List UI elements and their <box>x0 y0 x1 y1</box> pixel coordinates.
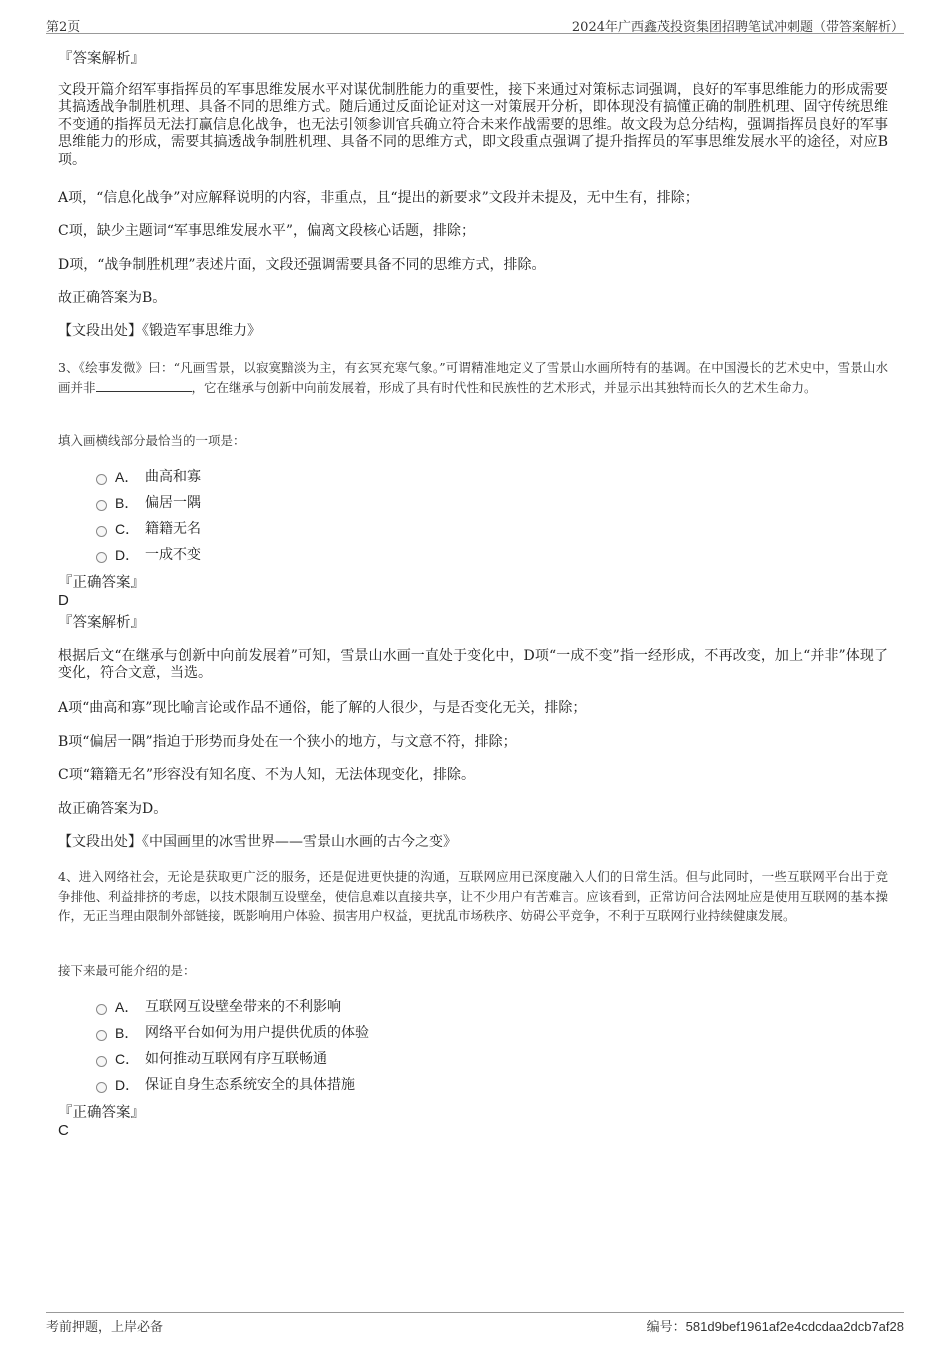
option-letter: B． <box>115 495 139 511</box>
footer-code <box>647 1316 904 1335</box>
option-letter: C． <box>115 521 140 537</box>
option-letter: A． <box>115 469 139 485</box>
q3-correct-answer: D <box>58 592 69 609</box>
q2-option-a-analysis: A项，“信息化战争”对应解释说明的内容，非重点，且“提出的新要求”文段并未提及，无中生有，排除； <box>58 190 699 206</box>
page-header <box>46 14 904 34</box>
radio-button[interactable] <box>96 552 107 563</box>
q3-conclusion: 故正确答案为D。 <box>58 801 168 817</box>
q4-question-text: 4、进入网络社会，无论是获取更广泛的服务，还是促进更快捷的沟通，互联网应用已深度融入人们的日常生活。但与此同时，一些互联网平台出于竞争排他、利益排挤的考虑，以技术限制互设壁垒，使信息难以直接共享，让不少用户有苦难言。应该看到，正常访问合法网址应是使用互联网的基本操作，无正当理由限制外部链接，既影响用户体验、损害用户权益，更扰乱市场秩序、妨碍公平竞争，不利于互联网行业持续健康发展。 <box>58 869 888 923</box>
radio-button[interactable] <box>96 474 107 485</box>
page-footer <box>46 1312 904 1334</box>
q3-text-after-blank: ，它在继承与创新中向前发展着，形成了具有时代性和民族性的艺术形式，并显示出其独特而长久的艺术生命力。 <box>191 379 817 395</box>
code-value: 581d9bef1961af2e4cdcdaa2dcb7af28 <box>685 1319 904 1334</box>
radio-button[interactable] <box>96 526 107 537</box>
code-label: 编号： <box>646 1320 686 1335</box>
option-text: 籍籍无名 <box>145 521 201 537</box>
q3-option-a-analysis: A项“曲高和寡”现比喻言论或作品不通俗，能了解的人很少，与是否变化无关，排除； <box>58 700 587 716</box>
footer-slogan: 考前押题，上岸必备 <box>46 1320 164 1335</box>
q3-option-c-analysis: C项“籍籍无名”形容没有知名度、不为人知，无法体现变化，排除。 <box>58 767 476 783</box>
radio-button[interactable] <box>96 1030 107 1041</box>
option-letter: C． <box>115 1051 140 1067</box>
q3-text-before-blank: 3、《绘事发微》曰：“凡画雪景，以寂寞黯淡为主，有玄冥充寒气象。”可谓精准地定义了雪景山水画所特有的基调。在中国漫长的艺术史中，雪景山水画并非 <box>58 360 888 395</box>
q2-option-c-analysis: C项，缺少主题词“军事思维发展水平”，偏离文段核心话题，排除； <box>58 223 476 239</box>
option-text: 偏居一隅 <box>145 495 201 511</box>
option-letter: D． <box>115 1077 140 1093</box>
q3-question-text <box>58 358 888 397</box>
q4-correct-answer: C <box>58 1122 69 1139</box>
q2-analysis-text: 文段开篇介绍军事指挥员的军事思维发展水平对谋优制胜能力的重要性，接下来通过对策标志词强调，良好的军事思维能力的形成需要其搞透战争制胜机理、具备不同的思维方式。随后通过反面论证对这一对策展开分析，即体现没有搞懂正确的制胜机理、固守传统思维不变通的指挥员无法打赢信息化战争，也无法引领参训官兵确立符合未来作战需要的思维。故文段为总分结构，强调指挥员良好的军事思维能力的形成，需要其搞透战争制胜机理、具备不同的思维方式，即文段重点强调了提升指挥员的军事思维发展水平的途径，对应B项。 <box>58 82 888 168</box>
q2-analysis-label: 『答案解析』 <box>58 51 145 67</box>
q3-blank <box>96 380 192 392</box>
radio-button[interactable] <box>96 1004 107 1015</box>
page-number: 第2页 <box>46 20 81 35</box>
option-text: 互联网互设壁垒带来的不利影响 <box>145 999 341 1015</box>
option-text: 如何推动互联网有序互联畅通 <box>145 1051 327 1067</box>
option-letter: B． <box>115 1025 139 1041</box>
option-text: 一成不变 <box>145 547 201 563</box>
option-text: 网络平台如何为用户提供优质的体验 <box>145 1025 369 1041</box>
option-text: 曲高和寡 <box>145 469 201 485</box>
option-letter: D． <box>115 547 140 563</box>
q4-prompt: 接下来最可能介绍的是： <box>58 963 196 978</box>
q2-option-d-analysis: D项，“战争制胜机理”表述片面，文段还强调需要具备不同的思维方式，排除。 <box>58 257 546 273</box>
q2-conclusion: 故正确答案为B。 <box>58 290 167 306</box>
radio-button[interactable] <box>96 1082 107 1093</box>
q3-correct-label: 『正确答案』 <box>58 575 145 591</box>
option-letter: A． <box>115 999 139 1015</box>
q3-source: 【文段出处】《中国画里的冰雪世界——雪景山水画的古今之变》 <box>58 834 457 850</box>
radio-button[interactable] <box>96 1056 107 1067</box>
q2-source: 【文段出处】《锻造军事思维力》 <box>58 323 261 339</box>
document-title: 2024年广西鑫茂投资集团招聘笔试冲刺题（带答案解析） <box>571 20 904 35</box>
radio-button[interactable] <box>96 500 107 511</box>
q4-correct-label: 『正确答案』 <box>58 1105 145 1121</box>
option-text: 保证自身生态系统安全的具体措施 <box>145 1077 355 1093</box>
q3-option-b-analysis: B项“偏居一隅”指迫于形势而身处在一个狭小的地方，与文意不符，排除； <box>58 734 517 750</box>
q3-prompt: 填入画横线部分最恰当的一项是： <box>58 433 246 448</box>
q3-analysis-text: 根据后文“在继承与创新中向前发展着”可知，雪景山水画一直处于变化中，D项“一成不变”指一经形成，不再改变，加上“并非”体现了变化，符合文意，当选。 <box>58 648 888 682</box>
q3-analysis-label: 『答案解析』 <box>58 615 145 631</box>
